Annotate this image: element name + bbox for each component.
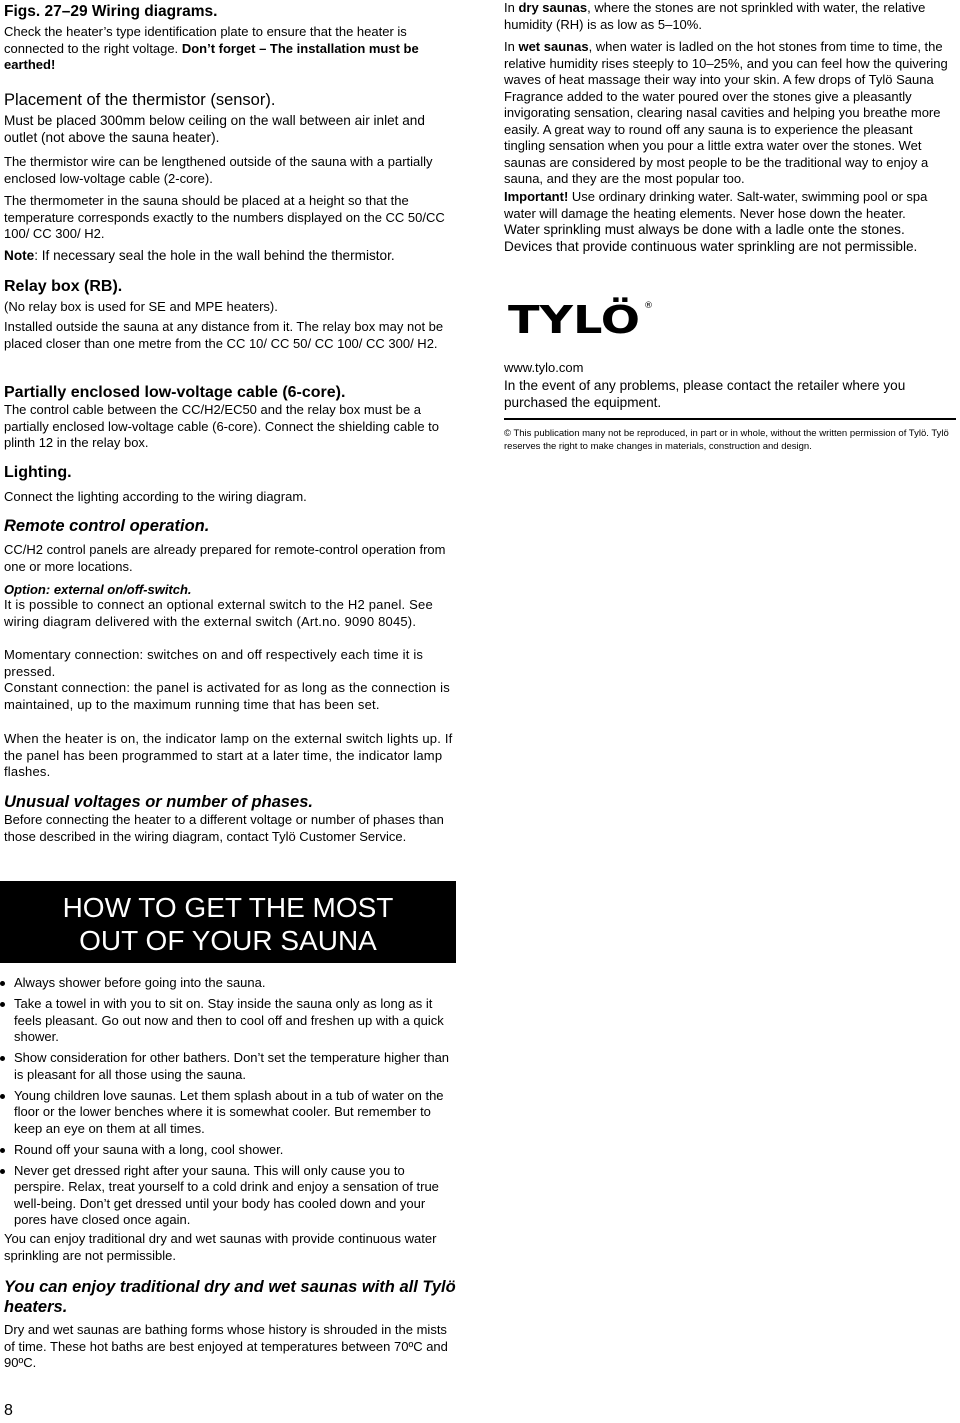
list-item: [0, 1088, 452, 1138]
banner-title: [30, 891, 426, 957]
divider: [504, 418, 956, 420]
list-item-text: Take a towel in with you to sit on. Stay inside the sauna only as long as it feels pleasant. Go out now and then to cool off and freshen up with a quick shower.: [14, 996, 444, 1044]
bullet-icon: [0, 981, 5, 986]
logo-wordmark: TYLÖ: [508, 298, 640, 340]
list-item: [0, 975, 452, 992]
option-paragraph-3: Constant connection: the panel is activated for as long as the connection is maintained, up to the maximum running time that has been set.: [4, 680, 450, 712]
thermistor-heading: Placement of the thermistor (sensor).: [4, 91, 276, 109]
important-text: Use ordinary drinking water. Salt-water, swimming pool or spa water will damage the heating elements. Never hose down the heater.: [504, 189, 928, 221]
list-item: [0, 1050, 452, 1083]
list-item: [0, 1142, 452, 1159]
unusual-heading: Unusual voltages or number of phases.: [4, 793, 313, 811]
enjoy-paragraph: You can enjoy traditional dry and wet saunas with provide continuous water sprinkling are not permissible.: [4, 1231, 437, 1263]
thermistor-paragraph-2: The thermistor wire can be lengthened outside of the sauna with a partially enclosed low-voltage cable (2-core).: [4, 154, 433, 186]
page-number: 8: [4, 1402, 13, 1419]
figs-text: [4, 24, 456, 74]
note-label: Note: [4, 248, 35, 263]
sprinkling-paragraph: Water sprinkling must always be done with a ladle onte the stones. Devices that provide continuous water sprinkling are not permissible.: [504, 222, 918, 254]
sauna-tips-banner: [0, 881, 456, 963]
list-item: [0, 996, 452, 1046]
tylo-logo-icon: [504, 296, 654, 340]
logo-registered-mark: ®: [644, 301, 653, 311]
wet-text-a: In: [504, 39, 519, 54]
dry-text-bold: dry saunas: [518, 0, 588, 15]
figs-text-warning: Don’t forget – The installation must be earthed!: [4, 40, 419, 72]
list-item-text: Never get dressed right after your sauna. This will only cause you to perspire. Relax, treat yourself to a cold drink and enjoy a sensation of true well-being. Don’t get dressed until your body has cooled down and your pores have closed once again.: [14, 1162, 439, 1227]
bullet-icon: [0, 1148, 5, 1153]
wet-text-b: , when water is ladled on the hot stones from time to time, the relative humidity rises steeply to 10–25%, and you can feel how the quivering waves of heat massage their way into your skin. A few drops of Tylö Sauna Fragrance added to the water poured over the stones give a pleasantly invigorating sensation, clearing nasal cavities and helping you breathe more easily. A great way to round off any sauna is to experience the pleasant tingling sensation when you pour a little extra water over the stones. Wet saunas are considered by most people to be the traditional way to enjoy a sauna, and they are the most popular too.: [504, 39, 948, 186]
list-item-text: Always shower before going into the sauna.: [14, 975, 266, 990]
website-text: www.tylo.com: [504, 360, 584, 375]
relay-paragraph-1: (No relay box is used for SE and MPE heaters).: [4, 299, 278, 314]
important-label: Important!: [504, 189, 569, 204]
remote-heading: Remote control operation.: [4, 517, 210, 535]
lighting-paragraph: Connect the lighting according to the wiring diagram.: [4, 489, 307, 504]
sauna-tips-list: [0, 975, 452, 1233]
dry-sauna-paragraph: [504, 0, 956, 33]
bullet-icon: [0, 1094, 5, 1099]
option-paragraph-2: Momentary connection: switches on and off respectively each time it is pressed.: [4, 647, 424, 679]
enjoy-heading: You can enjoy traditional dry and wet saunas with all Tylö heaters.: [4, 1278, 456, 1316]
figs-heading: Figs. 27–29 Wiring diagrams.: [4, 3, 218, 20]
copyright-notice: © This publication many not be reproduced, in part or in whole, without the written permission of Tylö. Tylö reserves the right to make changes in materials, construction and design.: [504, 428, 949, 452]
thermistor-note: [4, 248, 456, 265]
bullet-icon: [0, 1002, 5, 1007]
list-item-text: Young children love saunas. Let them splash about in a tub of water on the floor or the lower benches where it is somewhat cooler. But remember to keep an eye on them at all times.: [14, 1087, 444, 1136]
remote-paragraph: CC/H2 control panels are already prepared for remote-control operation from one or more locations.: [4, 542, 446, 574]
dry-text-a: In: [504, 0, 519, 15]
bullet-icon: [0, 1056, 5, 1061]
banner-line-1: HOW TO GET THE MOST: [62, 892, 394, 923]
banner-line-2: OUT OF YOUR SAUNA: [79, 925, 377, 956]
cable-paragraph: The control cable between the CC/H2/EC50 and the relay box must be a partially enclosed low-voltage cable (6-core). Connect the shielding cable to plinth 12 in the relay box.: [4, 402, 440, 450]
lighting-heading: Lighting.: [4, 464, 72, 481]
tylo-logo: [504, 296, 654, 345]
thermistor-paragraph-3: The thermometer in the sauna should be placed at a height so that the temperature corresponds exactly to the numbers displayed on the CC 50/CC 100/ CC 300/ H2.: [4, 193, 445, 241]
wet-text-bold: wet saunas: [518, 39, 589, 54]
relay-paragraph-2: Installed outside the sauna at any distance from it. The relay box may not be placed closer than one metre from the CC 10/ CC 50/ CC 100/ CC 300/ H2.: [4, 319, 444, 351]
wet-sauna-paragraph: [504, 39, 956, 188]
dry-text-b: , where the stones are not sprinkled with water, the relative humidity (RH) is as low as 5–10%.: [504, 0, 926, 32]
bullet-icon: [0, 1169, 5, 1174]
relay-heading: Relay box (RB).: [4, 278, 123, 295]
thermistor-paragraph-1: Must be placed 300mm below ceiling on the wall between air inlet and outlet (not above the sauna heater).: [4, 113, 425, 145]
list-item-text: Round off your sauna with a long, cool shower.: [14, 1141, 284, 1157]
figs-text-normal: Check the heater’s type identification plate to ensure that the heater is connected to the right voltage.: [4, 24, 407, 56]
cable-heading: Partially enclosed low-voltage cable (6-core).: [4, 384, 346, 401]
important-paragraph: [504, 189, 956, 222]
unusual-paragraph: Before connecting the heater to a different voltage or number of phases than those described in the wiring diagram, contact Tylö Customer Service.: [4, 812, 444, 844]
dry-wet-paragraph: Dry and wet saunas are bathing forms whose history is shrouded in the mists of time. These hot baths are best enjoyed at temperatures between 70ºC and 90ºC.: [4, 1322, 448, 1370]
option-heading: Option: external on/off-switch.: [4, 582, 192, 597]
list-item-text: Show consideration for other bathers. Don’t set the temperature higher than is pleasant for all those using the sauna.: [14, 1050, 450, 1082]
note-text: : If necessary seal the hole in the wall behind the thermistor.: [34, 248, 395, 263]
problems-paragraph: In the event of any problems, please contact the retailer where you purchased the equipment.: [504, 378, 906, 410]
option-paragraph-1: It is possible to connect an optional external switch to the H2 panel. See wiring diagram delivered with the external switch (Art.no. 9090 8045).: [4, 597, 433, 629]
list-item: [0, 1163, 452, 1229]
option-paragraph-4: When the heater is on, the indicator lamp on the external switch lights up. If the panel has been programmed to start at a later time, the indicator lamp flashes.: [4, 731, 453, 779]
